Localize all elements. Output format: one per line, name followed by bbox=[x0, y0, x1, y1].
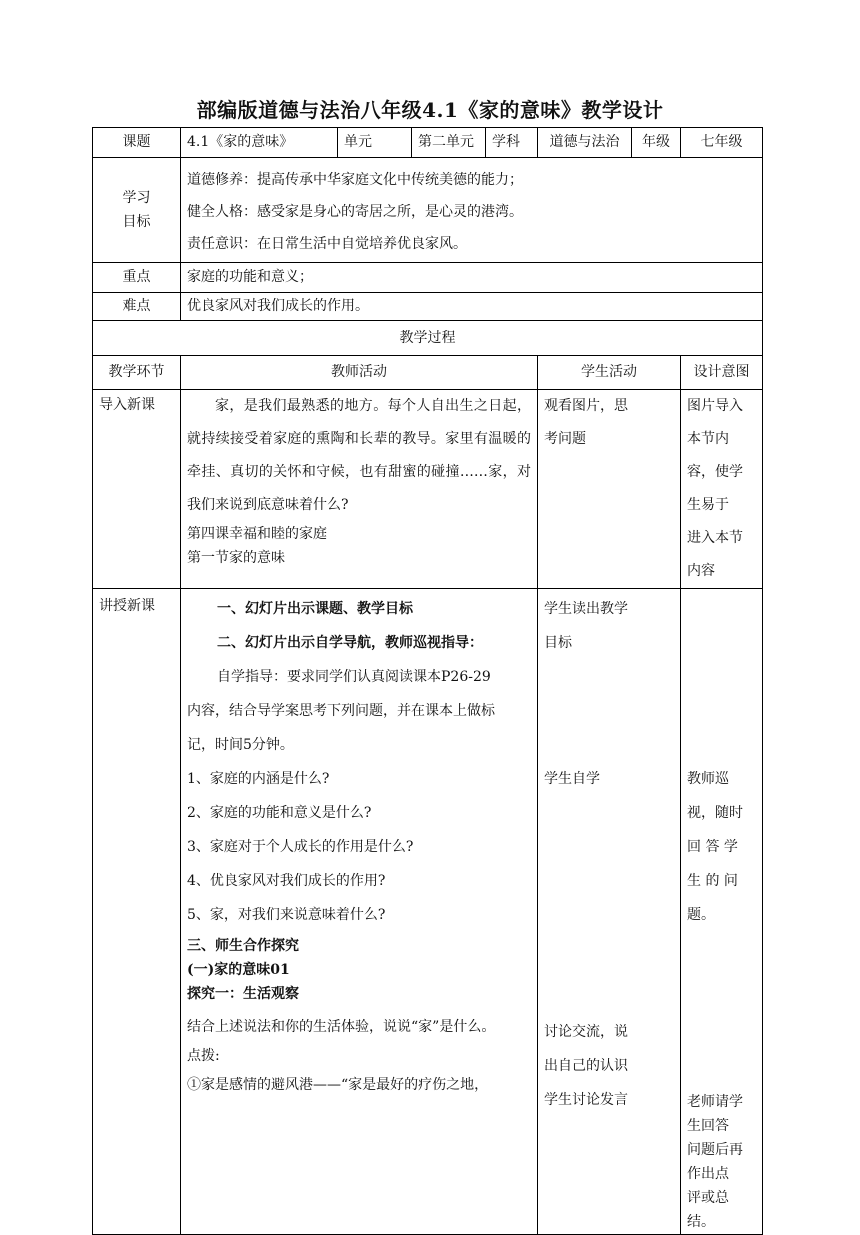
intent-2: 老师请学生回答 问题后再作出点 评或总结。 bbox=[687, 1094, 743, 1230]
intro-student: 观看图片，思 考问题 bbox=[538, 390, 681, 589]
intro-intent: 图片导入本节内 容，使学生易于 进入本节内容 bbox=[681, 390, 763, 589]
intent-1: 教师巡视，随时 回 答 学 生 的 问 题。 bbox=[687, 771, 743, 923]
intro-row bbox=[93, 390, 763, 589]
lecture-guide-line3: 记，时间5分钟。 bbox=[187, 737, 294, 753]
lecture-intent bbox=[681, 589, 763, 1235]
key-point-row bbox=[93, 263, 763, 293]
objective-item: 健全人格：感受家是身心的寄居之所，是心灵的港湾。 bbox=[187, 204, 523, 220]
objectives-content bbox=[181, 158, 763, 263]
subject-value: 道德与法治 bbox=[538, 128, 632, 158]
student-activity-1: 学生读出教学 目标 bbox=[544, 601, 628, 651]
intro-lesson-name: 第四课幸福和睦的家庭 bbox=[187, 526, 327, 542]
question-5: 5、家，对我们来说意味着什么? bbox=[187, 907, 386, 923]
key-point-value: 家庭的功能和意义； bbox=[181, 263, 763, 293]
col-student: 学生活动 bbox=[538, 356, 681, 390]
lecture-step-3: 三、师生合作探究 bbox=[187, 938, 299, 954]
lesson-value: 4.1《家的意味》 bbox=[181, 128, 338, 158]
lecture-teacher bbox=[181, 589, 538, 1235]
student-activity-3: 讨论交流，说 出自己的认识 学生讨论发言 bbox=[544, 1024, 628, 1108]
unit-label: 单元 bbox=[338, 128, 412, 158]
process-title: 教学过程 bbox=[93, 321, 763, 356]
subject-label: 学科 bbox=[486, 128, 538, 158]
objectives-label: 学习 目标 bbox=[93, 158, 181, 263]
difficulty-label: 难点 bbox=[93, 293, 181, 321]
intro-section-name: 第一节家的意味 bbox=[187, 550, 285, 566]
unit-value: 第二单元 bbox=[412, 128, 486, 158]
difficulty-row bbox=[93, 293, 763, 321]
intro-teacher bbox=[181, 390, 538, 589]
objective-item: 道德修养：提高传承中华家庭文化中传统美德的能力； bbox=[187, 172, 523, 188]
lecture-prompt: 结合上述说法和你的生活体验，说说“家”是什么。 bbox=[187, 1019, 496, 1035]
student-activity-2: 学生自学 bbox=[544, 771, 600, 787]
key-point-label: 重点 bbox=[93, 263, 181, 293]
lecture-step-1: 一、幻灯片出示课题、教学目标 bbox=[217, 601, 413, 617]
grade-label: 年级 bbox=[632, 128, 681, 158]
question-1: 1、家庭的内涵是什么? bbox=[187, 771, 330, 787]
objective-item: 责任意识：在日常生活中自觉培养优良家风。 bbox=[187, 236, 467, 252]
objectives-row bbox=[93, 158, 763, 263]
lecture-hint-label: 点拨: bbox=[187, 1048, 220, 1064]
question-2: 2、家庭的功能和意义是什么? bbox=[187, 805, 372, 821]
lecture-guide-line1: 自学指导：要求同学们认真阅读课本P26-29 bbox=[217, 669, 491, 685]
lecture-step-2: 二、幻灯片出示自学导航，教师巡视指导： bbox=[217, 635, 483, 651]
header-row bbox=[93, 128, 763, 158]
question-4: 4、优良家风对我们成长的作用? bbox=[187, 873, 386, 889]
lecture-subsection: (一)家的意味01 bbox=[187, 962, 290, 978]
grade-value: 七年级 bbox=[681, 128, 763, 158]
lecture-inquiry: 探究一：生活观察 bbox=[187, 986, 299, 1002]
intro-stage: 导入新课 bbox=[93, 390, 181, 589]
column-header-row bbox=[93, 356, 763, 390]
col-teacher: 教师活动 bbox=[181, 356, 538, 390]
document-title: 部编版道德与法治八年级4.1《家的意味》教学设计 bbox=[196, 98, 664, 122]
intro-teacher-paragraph: 家，是我们最熟悉的地方。每个人自出生之日起，就持续接受着家庭的熏陶和长辈的教导。家里有温暖的牵挂、真切的关怀和守候，也有甜蜜的碰撞……家，对我们来说到底意味着什么? bbox=[187, 398, 531, 513]
difficulty-value: 优良家风对我们成长的作用。 bbox=[181, 293, 763, 321]
process-title-row bbox=[93, 321, 763, 356]
lecture-row bbox=[93, 589, 763, 1235]
col-stage: 教学环节 bbox=[93, 356, 181, 390]
lecture-stage: 讲授新课 bbox=[93, 589, 181, 1235]
lesson-label: 课题 bbox=[93, 128, 181, 158]
lecture-guide-line2: 内容，结合导学案思考下列问题，并在课本上做标 bbox=[187, 703, 495, 719]
lesson-plan-table bbox=[92, 127, 763, 1235]
question-3: 3、家庭对于个人成长的作用是什么? bbox=[187, 839, 414, 855]
lecture-student bbox=[538, 589, 681, 1235]
lecture-hint-1: ①家是感情的避风港——“家是最好的疗伤之地， bbox=[187, 1077, 489, 1093]
col-intent: 设计意图 bbox=[681, 356, 763, 390]
